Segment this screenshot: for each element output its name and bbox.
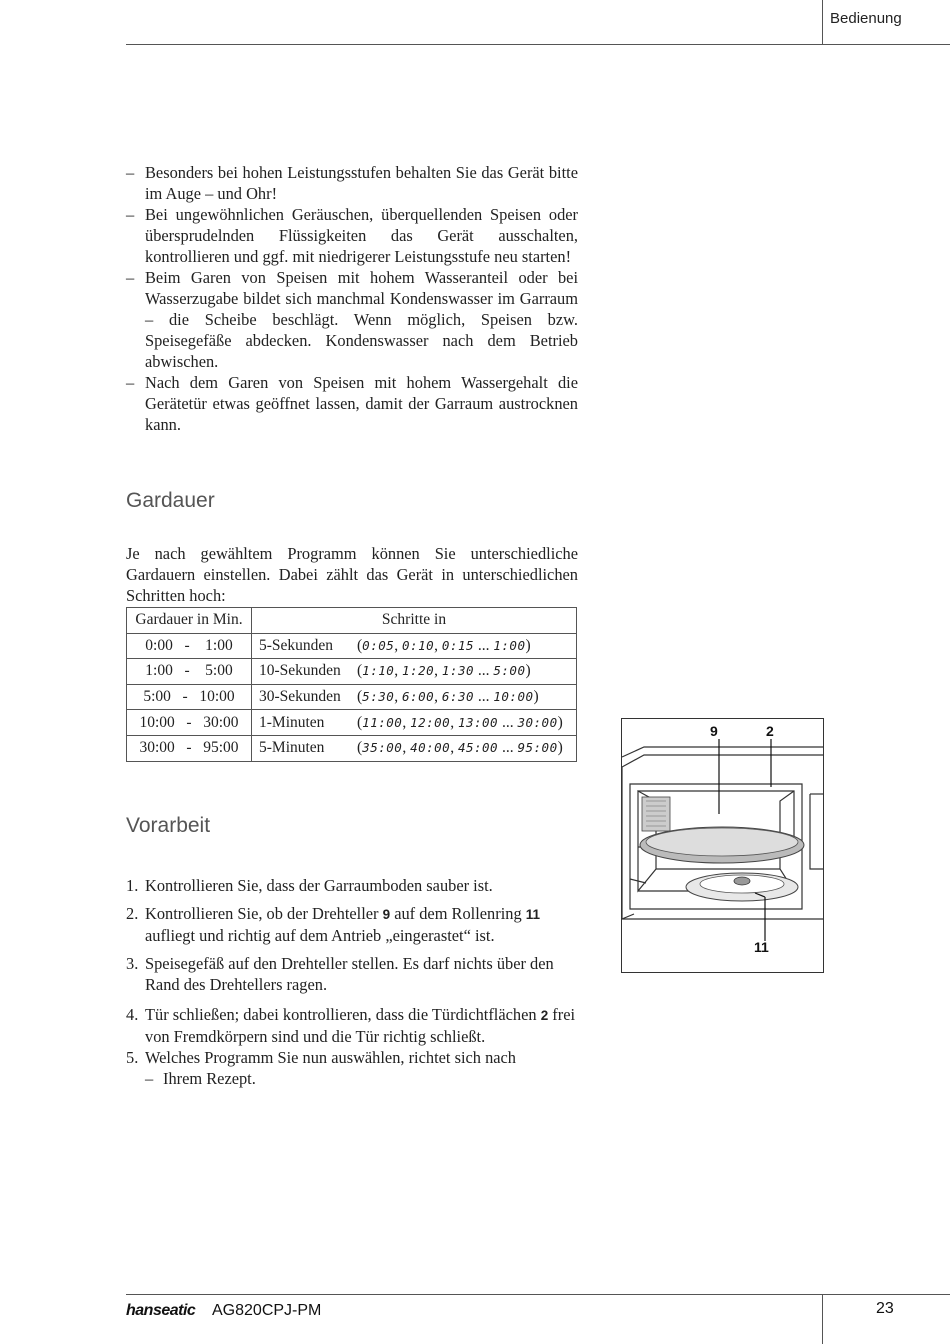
step-text: Kontrollieren Sie, ob der Drehteller — [145, 904, 383, 923]
step-text: Speisegefäß auf den Drehteller stellen. Es darf nichts über den Rand des Drehtellers ragen. — [145, 954, 554, 994]
display-value: 35:00 — [362, 740, 403, 756]
footer-divider — [822, 1294, 823, 1344]
display-value: 12:00 — [410, 714, 451, 730]
door-seal-ref: 2 — [540, 1008, 549, 1023]
footer-rule — [126, 1294, 950, 1295]
step-cell: 1-Minuten (11:00, 12:00, 13:00 ... 30:00) — [252, 710, 577, 736]
step-text: frei von Fremdkörpern sind und die Tür richtig schließt. — [145, 1005, 576, 1046]
safety-bullet-list — [126, 162, 578, 435]
bullet-item — [126, 267, 578, 372]
label-roller-ring: 11 — [754, 939, 769, 955]
bullet-dash: – — [126, 205, 135, 224]
table-row — [127, 735, 577, 761]
step-cell: 5-Minuten (35:00, 40:00, 45:00 ... 95:00) — [252, 735, 577, 761]
bullet-text: Bei ungewöhnlichen Geräuschen, überquellenden Speisen oder übersprudelnden Flüssigkeiten das Gerät ausschalten, kontrollieren und ggf. mit niedrigerer Leistungsstufe neu starten! — [145, 205, 578, 266]
table-row — [127, 659, 577, 685]
display-value: 6:30 — [441, 689, 474, 705]
step-text: aufliegt und richtig auf dem Antrieb „eingerastet“ ist. — [145, 926, 495, 945]
preparation-steps — [126, 875, 578, 1089]
model-number: AG820CPJ-PM — [212, 1302, 322, 1319]
duration-range: 1:00 - 5:00 — [127, 659, 252, 685]
step-number: 2. — [126, 904, 139, 923]
bullet-dash: – — [126, 373, 135, 392]
turntable-ref: 9 — [382, 907, 391, 922]
microwave-drawing — [622, 719, 824, 973]
list-item — [126, 953, 578, 995]
brand-logo: hanseatic — [126, 1302, 196, 1319]
step-unit: 30-Sekunden — [259, 688, 341, 706]
bullet-text: Beim Garen von Speisen mit hohem Wasseranteil oder bei Wasserzugabe bildet sich manchmal Kondenswasser im Garraum – die Scheibe beschlägt. Wenn möglich, Speisen bzw. Speisegefäße abdecken. Kondenswasser nach dem Betrieb abwischen. — [145, 268, 578, 371]
step-unit: 10-Sekunden — [259, 662, 341, 680]
label-door-seal: 2 — [766, 723, 774, 739]
cooking-steps-table — [126, 607, 577, 762]
table-row — [127, 710, 577, 736]
duration-range: 10:00 - 30:00 — [127, 710, 252, 736]
bullet-dash: – — [145, 1069, 154, 1088]
display-value: 45:00 — [457, 740, 499, 756]
step-unit: 1-Minuten — [259, 713, 325, 731]
display-value: 1:00 — [493, 637, 526, 653]
step-number: 4. — [126, 1005, 139, 1024]
list-item — [126, 1047, 578, 1089]
sub-item-text: Ihrem Rezept. — [163, 1069, 256, 1088]
label-turntable: 9 — [710, 723, 718, 739]
duration-range: 5:00 - 10:00 — [127, 684, 252, 710]
bullet-item — [126, 204, 578, 267]
gardauer-intro: Je nach gewähltem Programm können Sie unterschiedliche Gardauern einstellen. Dabei zählt das Gerät in unterschiedlichen Schritten hoch: — [126, 544, 578, 605]
display-value: 0:10 — [402, 637, 435, 653]
duration-range: 30:00 - 95:00 — [127, 735, 252, 761]
step-unit: 5-Sekunden — [259, 636, 334, 654]
display-value: 1:30 — [441, 663, 474, 679]
bullet-text: Besonders bei hohen Leistungsstufen behalten Sie das Gerät bitte im Auge – und Ohr! — [145, 163, 578, 203]
display-value: 30:00 — [517, 714, 558, 730]
display-value: 40:00 — [410, 740, 451, 756]
table-header-row — [127, 608, 577, 634]
sub-item — [145, 1068, 578, 1089]
step-unit: 5-Minuten — [259, 739, 325, 757]
header-steps: Schritte in — [252, 608, 577, 634]
display-value: 1:20 — [402, 663, 435, 679]
step-text: auf dem Rollenring — [390, 904, 526, 923]
display-value: 11:00 — [362, 714, 403, 730]
table-body — [127, 633, 577, 761]
step-cell: 5-Sekunden (0:05, 0:10, 0:15 ... 1:00) — [252, 633, 577, 659]
step-text: Kontrollieren Sie, dass der Garraumboden sauber ist. — [145, 876, 493, 895]
microwave-illustration — [621, 718, 824, 973]
bullet-item — [126, 162, 578, 204]
display-value: 10:00 — [493, 689, 534, 705]
step-text: Tür schließen; dabei kontrollieren, dass die Türdichtflächen — [145, 1005, 541, 1024]
bullet-text: Nach dem Garen von Speisen mit hohem Wassergehalt die Gerätetür etwas geöffnet lassen, damit der Garraum austrocknen kann. — [145, 373, 578, 434]
step-number: 1. — [126, 876, 139, 895]
duration-range: 0:00 - 1:00 — [127, 633, 252, 659]
display-value: 5:00 — [493, 663, 526, 679]
display-value: 13:00 — [457, 714, 499, 730]
display-value: 0:05 — [362, 637, 395, 653]
header-duration: Gardauer in Min. — [127, 608, 252, 634]
roller-ring-ref: 11 — [525, 907, 541, 922]
section-header: Bedienung — [830, 10, 902, 27]
display-value: 6:00 — [402, 689, 435, 705]
step-number: 3. — [126, 954, 139, 973]
display-value: 1:10 — [362, 663, 395, 679]
list-item — [126, 875, 578, 896]
step-text: Welches Programm Sie nun auswählen, richtet sich nach — [145, 1048, 517, 1067]
bullet-dash: – — [126, 268, 135, 287]
step-cell: 10-Sekunden (1:10, 1:20, 1:30 ... 5:00) — [252, 659, 577, 685]
vorarbeit-heading: Vorarbeit — [126, 814, 211, 837]
step-cell: 30-Sekunden (5:30, 6:00, 6:30 ... 10:00) — [252, 684, 577, 710]
header-divider — [822, 0, 823, 45]
list-item — [126, 1004, 578, 1047]
header-rule — [126, 44, 950, 45]
display-value: 0:15 — [441, 637, 474, 653]
bullet-dash: – — [126, 163, 135, 182]
display-value: 95:00 — [517, 740, 558, 756]
step-number: 5. — [126, 1048, 139, 1067]
gardauer-heading: Gardauer — [126, 489, 215, 512]
bullet-item — [126, 372, 578, 435]
table-row — [127, 684, 577, 710]
page-number: 23 — [876, 1300, 894, 1317]
list-item — [126, 903, 578, 946]
display-value: 5:30 — [362, 689, 395, 705]
table-row — [127, 633, 577, 659]
